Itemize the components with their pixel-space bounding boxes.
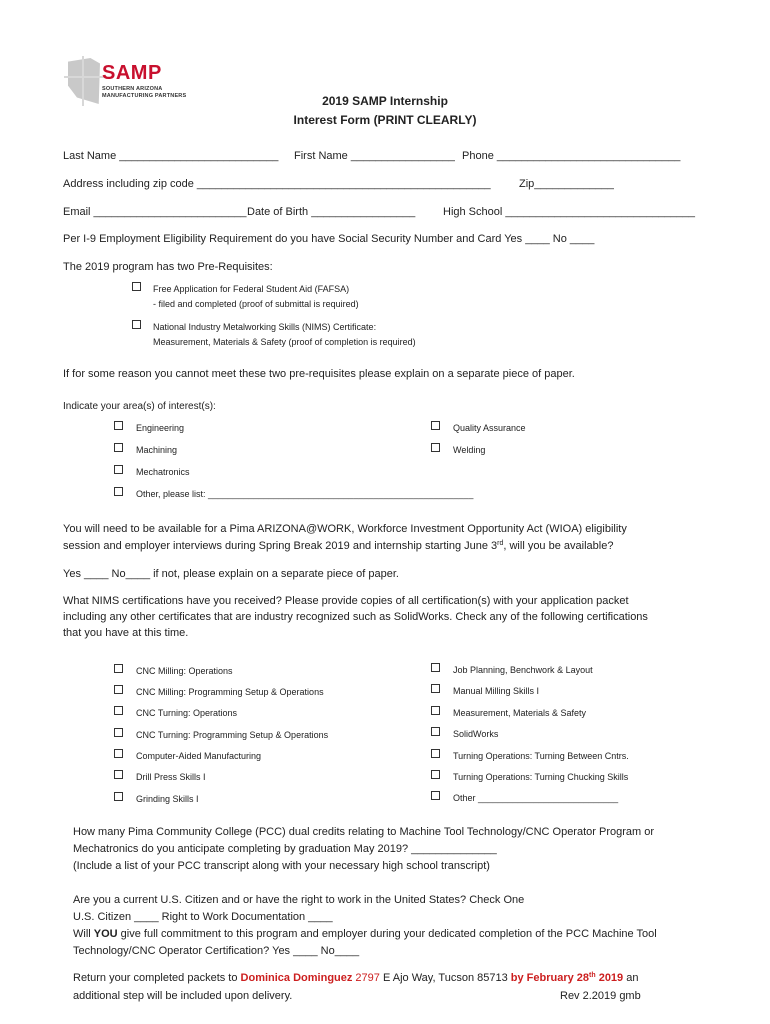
- nims-left-checkbox[interactable]: [114, 792, 123, 801]
- fafsa-checkbox[interactable]: [132, 282, 141, 291]
- email-field[interactable]: Email _________________________: [63, 206, 247, 218]
- commitment-line1: Will YOU give full commitment to this program and employer during your dedicated completion of the PCC Machine Tool: [73, 928, 657, 940]
- machining-checkbox[interactable]: [114, 443, 123, 452]
- nims-left-label: Drill Press Skills I: [136, 772, 206, 782]
- prereq-item2-line1: National Industry Metalworking Skills (NIMS) Certificate:: [153, 322, 377, 332]
- nims-line3: that you have at this time.: [63, 627, 189, 639]
- prereq-item2-line2: Measurement, Materials & Safety (proof of completion is required): [153, 337, 416, 347]
- zip-field[interactable]: Zip_____________: [519, 178, 614, 190]
- nims-left-checkbox[interactable]: [114, 770, 123, 779]
- nims-left-checkbox[interactable]: [114, 664, 123, 673]
- commitment-line2[interactable]: Technology/CNC Operator Certification? Yes ____ No____: [73, 945, 360, 957]
- engineering-label: Engineering: [136, 423, 185, 433]
- address-field[interactable]: Address including zip code ________________________________________________: [63, 178, 491, 190]
- nims-right-checkbox[interactable]: [431, 770, 440, 779]
- nims-left-checkbox[interactable]: [114, 706, 123, 715]
- quality-checkbox[interactable]: [431, 421, 440, 430]
- mechatronics-checkbox[interactable]: [114, 465, 123, 474]
- nims-right-checkbox[interactable]: [431, 791, 440, 800]
- return-instructions-line2: additional step will be included upon delivery.: [73, 990, 293, 1002]
- other-interest-checkbox[interactable]: [114, 487, 123, 496]
- logo-word: SAMP: [102, 62, 162, 84]
- nims-left-label: Grinding Skills I: [136, 794, 199, 804]
- availability-line1: You will need to be available for a Pima ARIZONA@WORK, Workforce Investment Opportunity Act (WIOA) eligibility: [63, 523, 627, 535]
- title-line1: 2019 SAMP Internship: [322, 94, 448, 108]
- nims-right-checkbox[interactable]: [431, 706, 440, 715]
- nims-left-label: CNC Milling: Programming Setup & Operations: [136, 687, 324, 697]
- nims-right-other-field[interactable]: Other ____________________________: [453, 793, 619, 803]
- nims-right-checkbox[interactable]: [431, 663, 440, 672]
- nims-left-label: CNC Turning: Programming Setup & Operations: [136, 730, 329, 740]
- prereq-note: If for some reason you cannot meet these two pre-requisites please explain on a separate piece of paper.: [63, 368, 575, 380]
- first-name-field[interactable]: First Name _________________: [294, 150, 455, 162]
- nims-line2: including any other certificates that are industry recognized such as SolidWorks. Check any of the following certifications: [63, 611, 648, 623]
- quality-label: Quality Assurance: [453, 423, 526, 433]
- dob-field[interactable]: Date of Birth _________________: [247, 206, 416, 218]
- prereq-item1-line1: Free Application for Federal Student Aid (FAFSA): [153, 284, 350, 294]
- mechatronics-label: Mechatronics: [136, 467, 190, 477]
- pcc-line1: How many Pima Community College (PCC) dual credits relating to Machine Tool Technology/CNC Operator Program or: [73, 826, 654, 838]
- interests-intro: Indicate your area(s) of interest(s):: [63, 401, 216, 412]
- machining-label: Machining: [136, 445, 178, 455]
- nims-left-checkbox[interactable]: [114, 749, 123, 758]
- pcc-line3: (Include a list of your PCC transcript along with your necessary high school transcript): [73, 860, 490, 872]
- nims-right-label: Job Planning, Benchwork & Layout: [453, 665, 593, 675]
- logo-line2: MANUFACTURING PARTNERS: [102, 93, 187, 99]
- nims-left-label: CNC Turning: Operations: [136, 708, 238, 718]
- pcc-line2[interactable]: Mechatronics do you anticipate completing by graduation May 2019? ______________: [73, 843, 497, 855]
- nims-right-checkbox[interactable]: [431, 727, 440, 736]
- citizen-line1: Are you a current U.S. Citizen and or have the right to work in the United States? Check One: [73, 894, 525, 906]
- nims-right-checkbox[interactable]: [431, 749, 440, 758]
- prereq-intro: The 2019 program has two Pre-Requisites:: [63, 261, 273, 273]
- availability-answer[interactable]: Yes ____ No____ if not, please explain on a separate piece of paper.: [63, 568, 399, 580]
- title-line2: Interest Form (PRINT CLEARLY): [293, 113, 477, 127]
- prereq-item1-line2: - filed and completed (proof of submittal is required): [153, 299, 359, 309]
- nims-right-label: SolidWorks: [453, 729, 499, 739]
- nims-left-checkbox[interactable]: [114, 685, 123, 694]
- nims-right-label: Turning Operations: Turning Between Cntrs.: [453, 751, 629, 761]
- other-interest-field[interactable]: Other, please list: _____________________________________________________: [136, 489, 474, 499]
- nims-right-label: Measurement, Materials & Safety: [453, 708, 587, 718]
- nims-left-label: CNC Milling: Operations: [136, 666, 233, 676]
- logo-line1: SOUTHERN ARIZONA: [102, 86, 163, 92]
- phone-field[interactable]: Phone ______________________________: [462, 150, 681, 162]
- nims-line1: What NIMS certifications have you received? Please provide copies of all certification(s) with your application packet: [63, 595, 629, 607]
- high-school-field[interactable]: High School _______________________________: [443, 206, 696, 218]
- citizen-line2[interactable]: U.S. Citizen ____ Right to Work Documentation ____: [73, 911, 333, 923]
- availability-line2: session and employer interviews during Spring Break 2019 and internship starting June 3rd, will you be available?: [63, 540, 614, 552]
- welding-checkbox[interactable]: [431, 443, 440, 452]
- nims-right-label: Turning Operations: Turning Chucking Skills: [453, 772, 629, 782]
- i9-question[interactable]: Per I-9 Employment Eligibility Requirement do you have Social Security Number and Card Yes ____ No ____: [63, 233, 595, 245]
- nims-cert-checkbox[interactable]: [132, 320, 141, 329]
- last-name-field[interactable]: Last Name __________________________: [63, 150, 279, 162]
- nims-left-checkbox[interactable]: [114, 728, 123, 737]
- nims-right-label: Manual Milling Skills I: [453, 686, 540, 696]
- engineering-checkbox[interactable]: [114, 421, 123, 430]
- revision-label: Rev 2.2019 gmb: [560, 990, 641, 1002]
- nims-right-checkbox[interactable]: [431, 684, 440, 693]
- nims-left-label: Computer-Aided Manufacturing: [136, 751, 262, 761]
- welding-label: Welding: [453, 445, 486, 455]
- return-instructions: Return your completed packets to Dominica Dominguez 2797 E Ajo Way, Tucson 85713 by February 28th 2019 an: [73, 972, 639, 984]
